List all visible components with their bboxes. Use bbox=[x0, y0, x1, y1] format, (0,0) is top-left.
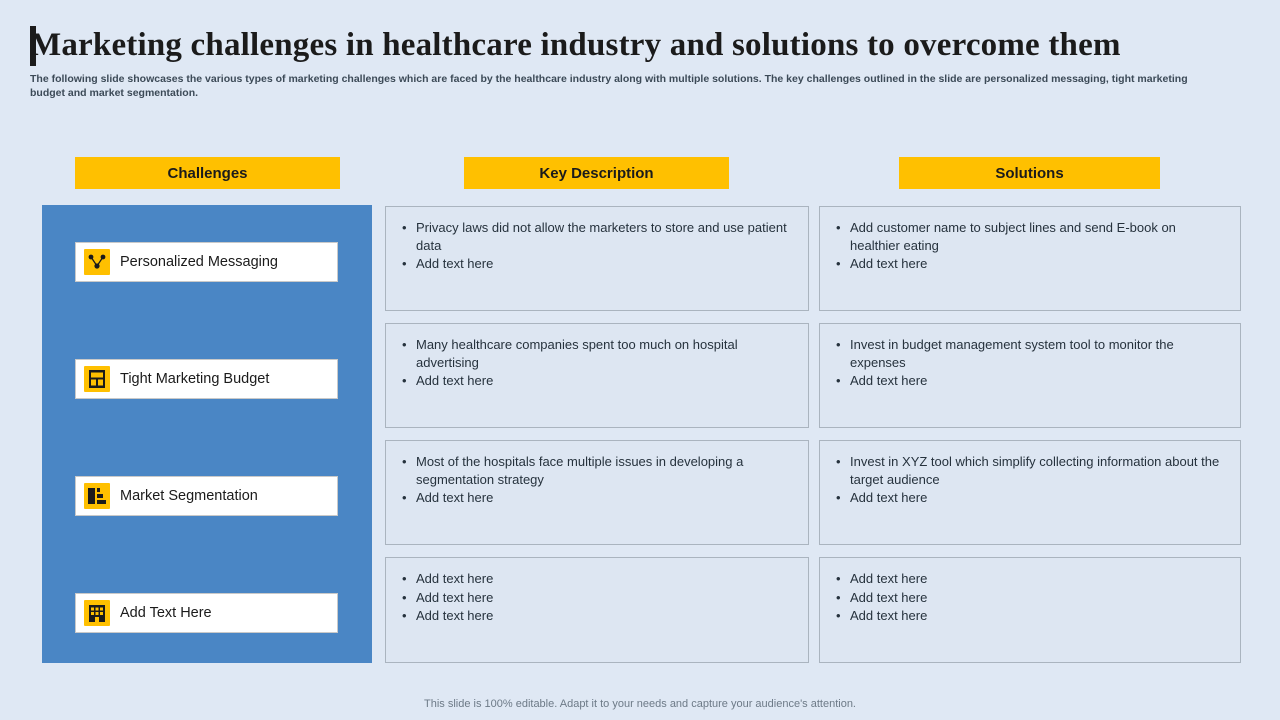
key-description-card bbox=[385, 206, 809, 311]
list-item: • Add text here bbox=[400, 589, 794, 607]
building-icon bbox=[84, 600, 110, 626]
solution-card bbox=[819, 323, 1241, 428]
bullet-list bbox=[834, 453, 1226, 507]
key-description-card bbox=[385, 557, 809, 663]
page-title: Marketing challenges in healthcare industry and solutions to overcome them bbox=[30, 27, 1121, 63]
list-item: • Add text here bbox=[400, 489, 794, 507]
bullet-list bbox=[400, 219, 794, 273]
list-item: • Add text here bbox=[834, 607, 1226, 625]
challenge-label: Add Text Here bbox=[120, 605, 212, 621]
list-item: • Add text here bbox=[400, 372, 794, 390]
column-header-key-description: Key Description bbox=[464, 157, 729, 189]
budget-document-icon bbox=[84, 366, 110, 392]
solution-card bbox=[819, 206, 1241, 311]
challenge-item-market-segmentation[interactable] bbox=[75, 476, 338, 516]
list-item: • Invest in budget management system tool to monitor the expenses bbox=[834, 336, 1226, 371]
list-item: • Add text here bbox=[834, 570, 1226, 588]
key-description-card bbox=[385, 440, 809, 545]
list-item: • Add text here bbox=[834, 489, 1226, 507]
list-item: • Many healthcare companies spent too much on hospital advertising bbox=[400, 336, 794, 371]
column-header-solutions: Solutions bbox=[899, 157, 1160, 189]
bullet-list bbox=[400, 453, 794, 507]
solution-card bbox=[819, 557, 1241, 663]
list-item: • Add text here bbox=[834, 372, 1226, 390]
list-item: • Invest in XYZ tool which simplify collecting information about the target audience bbox=[834, 453, 1226, 488]
list-item: • Add text here bbox=[400, 255, 794, 273]
list-item: • Add text here bbox=[400, 607, 794, 625]
segmentation-chart-icon bbox=[84, 483, 110, 509]
slide-footer-note: This slide is 100% editable. Adapt it to your needs and capture your audience's attention. bbox=[424, 698, 856, 710]
bullet-list bbox=[834, 219, 1226, 273]
page-subtitle: The following slide showcases the various types of marketing challenges which are faced by the healthcare industry along with multiple solutions. The key challenges outlined in the slide are personalized messaging, tight marketing budget and market segmentation. bbox=[30, 73, 1188, 99]
bullet-list bbox=[834, 570, 1226, 625]
list-item: • Privacy laws did not allow the marketers to store and use patient data bbox=[400, 219, 794, 254]
bullet-list bbox=[400, 570, 794, 625]
challenge-label: Personalized Messaging bbox=[120, 254, 278, 270]
challenge-item-personalized-messaging[interactable] bbox=[75, 242, 338, 282]
list-item: • Add text here bbox=[834, 255, 1226, 273]
bullet-list bbox=[834, 336, 1226, 390]
challenge-label: Market Segmentation bbox=[120, 488, 258, 504]
megaphone-network-icon bbox=[84, 249, 110, 275]
key-description-card bbox=[385, 323, 809, 428]
column-header-challenges: Challenges bbox=[75, 157, 340, 189]
list-item: • Add text here bbox=[400, 570, 794, 588]
challenge-label: Tight Marketing Budget bbox=[120, 371, 270, 387]
list-item: • Most of the hospitals face multiple issues in developing a segmentation strategy bbox=[400, 453, 794, 488]
challenge-item-add-text-here[interactable] bbox=[75, 593, 338, 633]
challenge-item-tight-marketing-budget[interactable] bbox=[75, 359, 338, 399]
list-item: • Add customer name to subject lines and send E-book on healthier eating bbox=[834, 219, 1226, 254]
bullet-list bbox=[400, 336, 794, 390]
solution-card bbox=[819, 440, 1241, 545]
list-item: • Add text here bbox=[834, 589, 1226, 607]
